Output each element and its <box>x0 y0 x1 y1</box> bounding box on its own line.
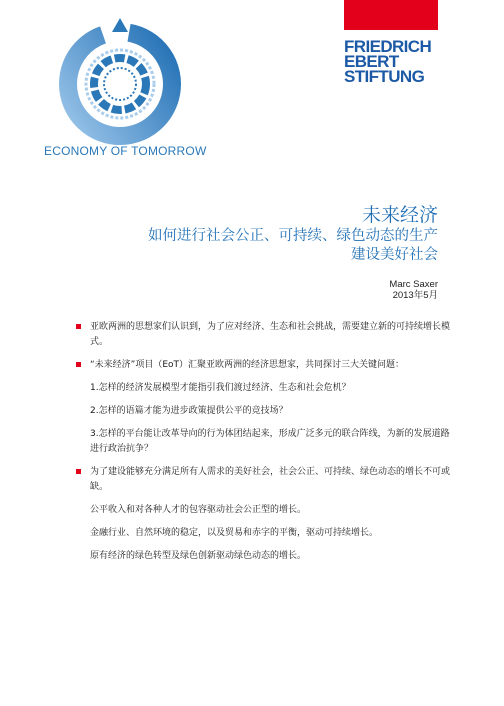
title-main: 未来经济 <box>361 204 438 226</box>
eot-label: ECONOMY OF TOMORROW <box>44 144 207 158</box>
question-2: 2.怎样的语篇才能为进步政策提供公平的竞技场？ <box>90 406 288 416</box>
fes-logo <box>344 39 444 84</box>
fes-logo-line: EBERT <box>344 52 399 71</box>
question-1: 1.怎样的经济发展模型才能指引我们渡过经济、生态和社会危机？ <box>90 383 351 393</box>
bullet-item <box>90 358 452 373</box>
author-block <box>389 279 438 301</box>
bullet-item <box>90 320 452 350</box>
fes-logo-line: STIFTUNG <box>344 67 425 86</box>
author-name: Marc Saxer <box>389 279 438 290</box>
growth-statement-3: 原有经济的绿色转型及绿色创新驱动绿色动态的增长。 <box>90 551 307 561</box>
paragraph: 亚欧两洲的思想家们认识到，为了应对经济、生态和社会挑战，需要建立新的可持续增长模式。 <box>90 322 451 347</box>
fes-red-bar <box>344 0 438 30</box>
title-subtitle: 如何进行社会公正、可持续、绿色动态的生产 <box>148 228 438 244</box>
bullet-item <box>90 465 452 495</box>
title-block <box>148 203 438 265</box>
fes-logo-line: FRIEDRICH <box>344 37 432 56</box>
growth-statement-2: 金融行业、自然环境的稳定，以及贸易和赤字的平衡，驱动可持续增长。 <box>90 528 379 538</box>
content <box>90 320 452 572</box>
bullet-square-icon <box>76 324 81 329</box>
economy-of-tomorrow-logo <box>50 14 190 154</box>
paragraph: 为了建设能够充分满足所有人需求的美好社会，社会公正、可持续、绿色动态的增长不可或缺。 <box>90 467 451 492</box>
publication-date: 2013年5月 <box>392 290 438 301</box>
bullet-square-icon <box>76 469 81 474</box>
growth-statement-1: 公平收入和对各种人才的包容驱动社会公正型的增长。 <box>90 505 307 515</box>
paragraph: “未来经济”项目（EoT）汇聚亚欧两洲的经济思想家，共同探讨三大关键问题： <box>90 360 405 370</box>
title-subtitle: 建设美好社会 <box>351 247 438 263</box>
question-3: 3.怎样的平台能让改革导向的行为体团结起来，形成广泛多元的联合阵线，为新的发展道路进行政治抗争？ <box>90 429 450 454</box>
bullet-square-icon <box>76 362 81 367</box>
